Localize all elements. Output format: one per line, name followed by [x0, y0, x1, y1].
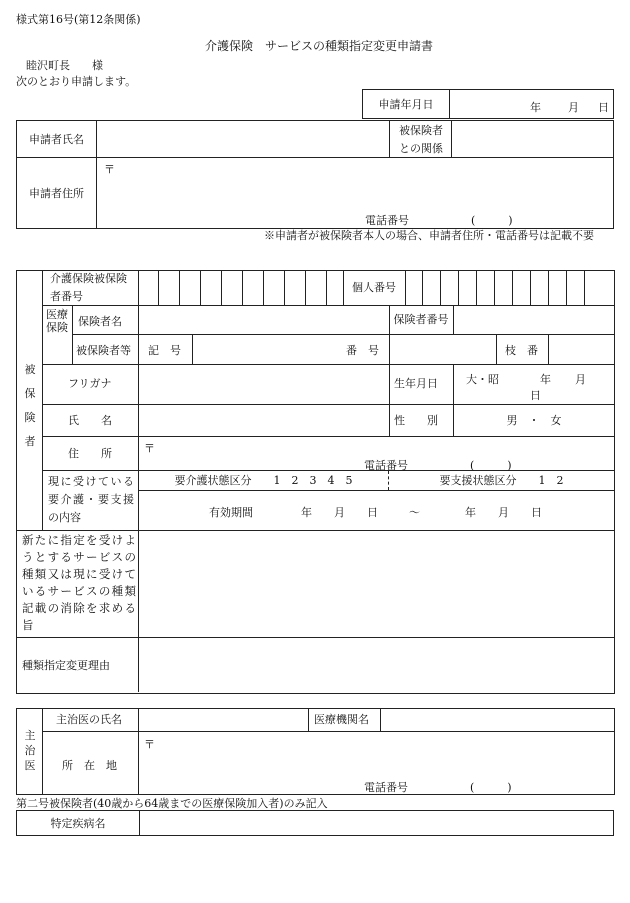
insured-col-line — [42, 270, 43, 530]
intro-text: 次のとおり申請します。 — [16, 75, 137, 88]
disease-label: 特定疾病名 — [17, 811, 140, 836]
era-label: 大・昭 — [466, 373, 499, 386]
insured-label-text: 被保険者 — [24, 363, 36, 448]
bango-field[interactable] — [390, 334, 496, 364]
second-insured-note: 第二号被保険者(40歳から64歳までの医療保険加入者)のみ記入 — [16, 797, 328, 810]
application-date-label: 申請年月日 — [363, 90, 450, 119]
app-year-label: 年 — [530, 101, 541, 114]
application-date-table — [362, 89, 614, 119]
institution-field[interactable] — [381, 709, 614, 731]
gender-label: 性 別 — [394, 414, 438, 427]
insured-number-boxes[interactable] — [138, 270, 343, 305]
insured-address-label: 住 所 — [68, 447, 112, 460]
applicant-phone-parens: ( ) — [471, 214, 513, 227]
birth-date-field[interactable] — [454, 365, 614, 404]
doctor-section — [16, 708, 614, 794]
insured-etc-label: 被保険者等 — [76, 344, 131, 357]
service-request-field[interactable] — [139, 531, 614, 637]
doctor-name-label: 主治医の氏名 — [56, 713, 122, 726]
validity-field[interactable] — [139, 491, 614, 530]
relation-label: 被保険者との関係 — [399, 124, 443, 155]
doctor-name-field[interactable] — [139, 709, 308, 731]
edaban-field[interactable] — [549, 334, 614, 364]
reason-label: 種類指定変更理由 — [22, 659, 110, 672]
insurer-number-field[interactable] — [454, 305, 614, 334]
care-content-label: 現に受けている要介護・要支援の内容 — [48, 475, 134, 524]
service-request-label: 新たに指定を受けようとするサービスの種類又は現に受けているサービスの種類記載の消除を求める旨 — [22, 533, 136, 632]
relation-label-cell — [390, 121, 452, 158]
insured-phone-parens: ( ) — [470, 459, 512, 472]
doctor-location-label: 所 在 地 — [62, 759, 117, 772]
gender-options[interactable]: 男 ・ 女 — [506, 414, 562, 427]
validity-tilde: 〜 — [409, 506, 420, 519]
insured-name-label: 氏 名 — [68, 414, 112, 427]
doctor-postal-mark: 〒 — [144, 738, 155, 751]
insurer-name-field[interactable] — [138, 305, 389, 334]
personal-number-boxes[interactable] — [405, 270, 614, 305]
doctor-phone-label: 電話番号 — [364, 781, 408, 794]
birth-month-label: 月 — [575, 373, 586, 386]
applicant-phone-label: 電話番号 — [365, 214, 409, 227]
applicant-table — [16, 120, 614, 229]
medical-insurance-label: 医療保険 — [46, 308, 68, 334]
insured-postal-mark: 〒 — [144, 442, 155, 455]
kigo-label: 記 号 — [148, 344, 181, 357]
applicant-name-label: 申請者氏名 — [17, 121, 97, 158]
insurer-name-label: 保険者名 — [78, 315, 122, 328]
insured-number-label: 介護保険被保険者番号 — [50, 272, 127, 303]
reason-field[interactable] — [139, 638, 614, 692]
insured-phone-label: 電話番号 — [364, 459, 408, 472]
validity-label: 有効期間 — [209, 506, 253, 519]
kigo-field[interactable] — [193, 334, 333, 364]
validity-to: 年 月 日 — [465, 506, 542, 519]
applicant-address-label: 申請者住所 — [17, 158, 97, 229]
doctor-location-field[interactable] — [139, 732, 614, 794]
personal-number-label: 個人番号 — [352, 281, 396, 294]
furigana-label: フリガナ — [68, 377, 112, 390]
validity-from: 年 月 日 — [301, 506, 378, 519]
disease-table — [16, 810, 614, 836]
applicant-address-field[interactable] — [97, 158, 614, 229]
addressee: 睦沢町長 様 — [26, 59, 103, 72]
insured-name-field[interactable] — [139, 405, 389, 436]
insurer-number-label: 保険者番号 — [393, 313, 449, 326]
furigana-field[interactable] — [139, 365, 389, 404]
doctor-section-label: 主治医 — [24, 729, 36, 772]
applicant-postal-mark: 〒 — [104, 163, 115, 176]
application-date-field[interactable] — [450, 90, 614, 119]
applicant-note: ※申請者が被保険者本人の場合、申請者住所・電話番号は記載不要 — [264, 229, 594, 242]
bango-label: 番 号 — [346, 344, 379, 357]
form-number: 様式第16号(第12条関係) — [16, 13, 141, 26]
institution-label: 医療機関名 — [314, 713, 369, 726]
doctor-phone-parens: ( ) — [470, 781, 512, 794]
applicant-name-field[interactable] — [97, 121, 390, 158]
insured-address-field[interactable] — [139, 437, 614, 470]
support-level-field[interactable]: 要支援状態区分 1 2 — [439, 474, 564, 487]
care-level-field[interactable]: 要介護状態区分 1 2 3 4 5 — [174, 474, 353, 487]
birth-day-label: 日 — [530, 389, 541, 402]
disease-field[interactable] — [140, 811, 614, 836]
birth-year-label: 年 — [540, 373, 551, 386]
edaban-label: 枝 番 — [505, 344, 538, 357]
insured-section — [16, 270, 614, 693]
app-month-label: 月 — [568, 101, 579, 114]
relation-field[interactable] — [452, 121, 614, 158]
form-title: 介護保険 サービスの種類指定変更申請書 — [205, 39, 434, 53]
birth-date-label: 生年月日 — [394, 377, 438, 390]
insured-section-label — [20, 358, 40, 454]
app-day-label: 日 — [598, 101, 609, 114]
